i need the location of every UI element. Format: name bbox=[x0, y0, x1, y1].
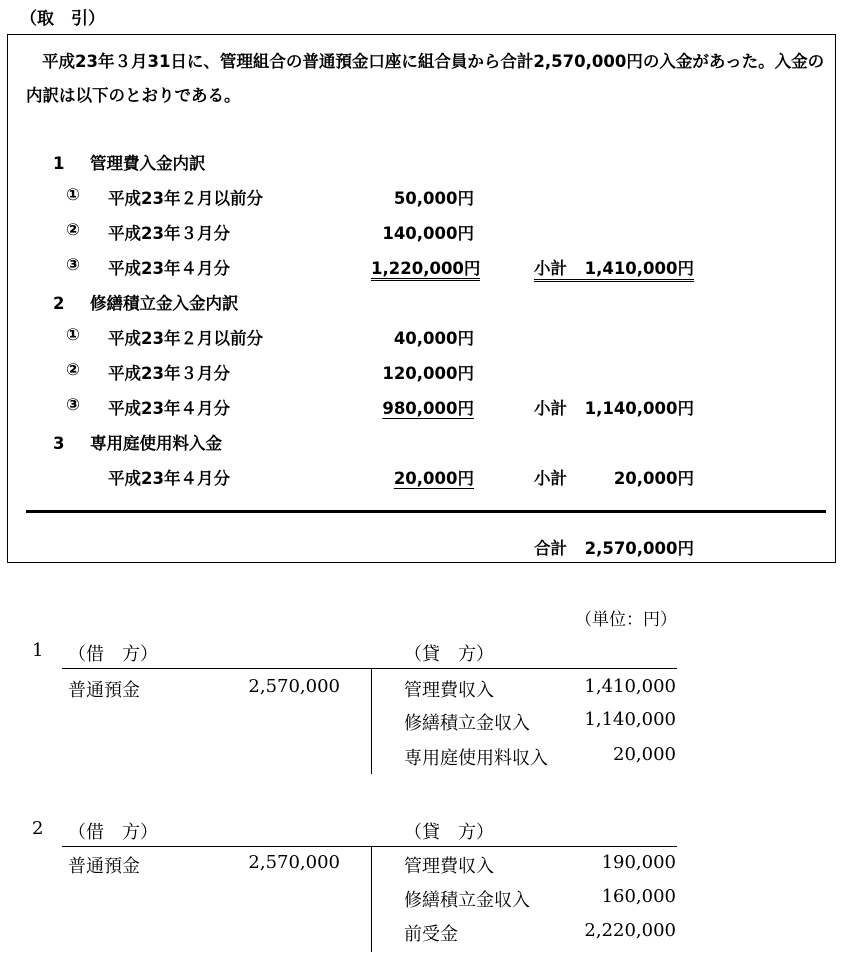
debit-amount: 2,570,000 bbox=[248, 676, 340, 697]
item-amount-wrap bbox=[371, 395, 474, 419]
group-3-heading bbox=[53, 430, 222, 454]
item-marker: ② bbox=[66, 220, 80, 239]
item-amount-wrap bbox=[371, 465, 474, 489]
group-title: 修繕積立金入金内訳 bbox=[89, 294, 239, 313]
credit-account: 管理費収入 bbox=[404, 680, 494, 701]
total-label: 合計 bbox=[534, 539, 567, 558]
credit-account: 修繕積立金収入 bbox=[404, 890, 530, 911]
item-label: 平成23年３月分 bbox=[108, 364, 230, 383]
credit-amount: 2,220,000 bbox=[584, 920, 676, 941]
journal-number: 2 bbox=[32, 818, 44, 839]
journal-number: 1 bbox=[32, 640, 44, 661]
item-amount: 140,000円 bbox=[382, 224, 474, 243]
subtotal-underline bbox=[534, 465, 694, 489]
journal-header-rule bbox=[62, 846, 677, 847]
item-label: 平成23年３月分 bbox=[108, 224, 230, 243]
subtotal bbox=[534, 255, 694, 282]
journal-divider bbox=[371, 668, 372, 774]
credit-amount: 1,410,000 bbox=[584, 676, 676, 697]
debit-account: 普通預金 bbox=[68, 856, 140, 877]
item-amount: 980,000円 bbox=[382, 399, 474, 418]
credit-account: 管理費収入 bbox=[404, 856, 494, 877]
journal-divider bbox=[371, 846, 372, 952]
item-amount-wrap bbox=[371, 255, 481, 279]
total bbox=[534, 535, 694, 559]
credit-amount: 160,000 bbox=[601, 886, 676, 907]
subtotal bbox=[534, 465, 694, 489]
transaction-box bbox=[7, 34, 836, 563]
debit-account: 普通預金 bbox=[68, 680, 140, 701]
item-amount: 120,000円 bbox=[382, 364, 474, 383]
credit-header: （貸 方） bbox=[404, 644, 494, 665]
subtotal bbox=[534, 395, 694, 419]
subtotal-underline bbox=[534, 395, 694, 419]
item-marker: ① bbox=[66, 185, 80, 204]
subtotal-label: 小計 bbox=[534, 399, 567, 418]
subtotal-label: 小計 bbox=[534, 469, 567, 488]
subtotal-amount: 20,000円 bbox=[613, 469, 694, 488]
credit-amount: 20,000 bbox=[613, 744, 676, 765]
group-number: 3 bbox=[53, 434, 65, 453]
debit-header: （借 方） bbox=[68, 822, 158, 843]
credit-account: 専用庭使用料収入 bbox=[404, 748, 548, 769]
item-label: 平成23年２月以前分 bbox=[108, 189, 263, 208]
item-marker: ③ bbox=[66, 255, 80, 274]
item-marker: ② bbox=[66, 360, 80, 379]
credit-amount: 1,140,000 bbox=[584, 709, 676, 730]
group-1-heading bbox=[53, 150, 205, 174]
item-label: 平成23年２月以前分 bbox=[108, 329, 263, 348]
total-rule bbox=[26, 510, 826, 513]
transaction-text-content: 平成23年３月31日に、管理組合の普通預金口座に組合員から合計2,570,000円の入金があった。入金の内訳は以下のとおりである。 bbox=[26, 52, 825, 105]
debit-amount: 2,570,000 bbox=[248, 852, 340, 873]
subtotal-underline bbox=[534, 255, 694, 282]
subtotal-amount: 1,410,000円 bbox=[584, 259, 694, 278]
item-label: 平成23年４月分 bbox=[108, 399, 230, 418]
credit-account: 前受金 bbox=[404, 924, 458, 945]
credit-amount: 190,000 bbox=[601, 852, 676, 873]
item-amount: 50,000円 bbox=[393, 189, 474, 208]
debit-header: （借 方） bbox=[68, 644, 158, 665]
group-title: 管理費入金内訳 bbox=[89, 154, 206, 173]
total-amount: 2,570,000円 bbox=[584, 539, 694, 558]
item-marker: ③ bbox=[66, 395, 80, 414]
journal-header-rule bbox=[62, 668, 677, 669]
credit-account: 修繕積立金収入 bbox=[404, 713, 530, 734]
subtotal-amount: 1,140,000円 bbox=[584, 399, 694, 418]
credit-header: （貸 方） bbox=[404, 822, 494, 843]
unit-note: （単位：円） bbox=[575, 610, 677, 630]
transaction-text bbox=[26, 45, 826, 113]
item-marker: ① bbox=[66, 325, 80, 344]
section-label: （取 引） bbox=[20, 9, 105, 29]
item-amount: 1,220,000円 bbox=[371, 259, 480, 281]
group-number: 2 bbox=[53, 294, 65, 313]
subtotal-label: 小計 bbox=[534, 259, 567, 278]
item-label: 平成23年４月分 bbox=[108, 469, 230, 488]
group-title: 専用庭使用料入金 bbox=[89, 434, 222, 453]
group-number: 1 bbox=[53, 154, 65, 173]
item-amount: 40,000円 bbox=[393, 329, 474, 348]
item-amount: 20,000円 bbox=[393, 469, 474, 488]
group-2-heading bbox=[53, 290, 238, 314]
item-label: 平成23年４月分 bbox=[108, 259, 230, 278]
